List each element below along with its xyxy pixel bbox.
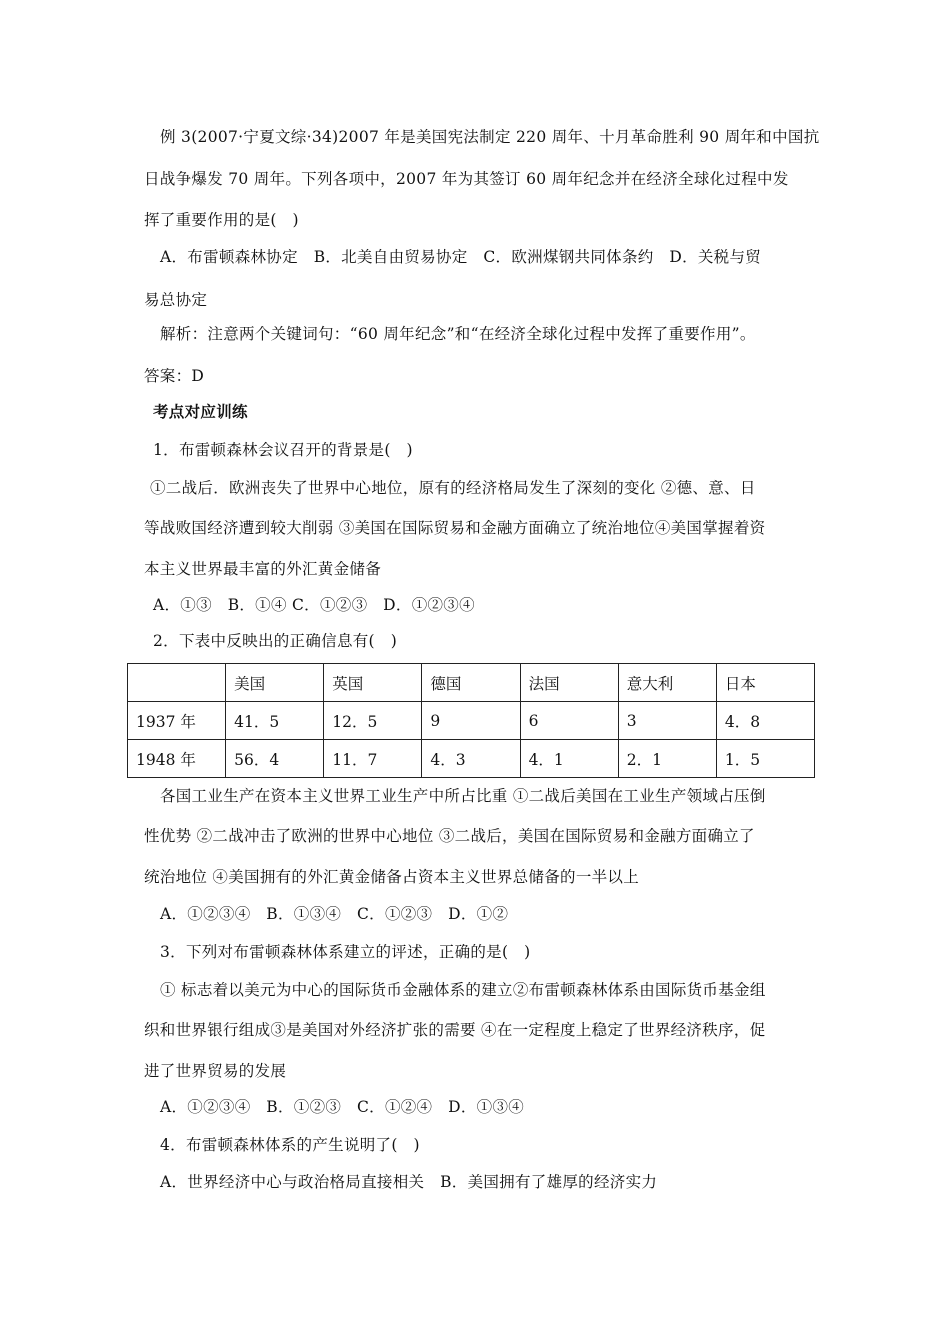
q2-line-2: 性优势 ②二战冲击了欧洲的世界中心地位 ③二战后，美国在国际贸易和金融方面确立了 (144, 827, 755, 845)
table-cell: 1．5 (716, 740, 814, 778)
q3-line-3: 进了世界贸易的发展 (144, 1062, 287, 1080)
table-cell: 11．7 (324, 740, 422, 778)
q1-line-3: 本主义世界最丰富的外汇黄金储备 (144, 560, 382, 578)
table-header-cell: 美国 (226, 664, 324, 702)
q3-line-1: ① 标志着以美元为中心的国际货币金融体系的建立②布雷顿森林体系由国际货币基金组 (160, 981, 766, 999)
example-line-3: 挥了重要作用的是( ) (144, 211, 299, 229)
table-header-cell: 法国 (520, 664, 618, 702)
table-cell: 9 (422, 702, 520, 740)
table-cell: 4．1 (520, 740, 618, 778)
table-cell: 56．4 (226, 740, 324, 778)
q4-stem: 4．布雷顿森林体系的产生说明了( ) (160, 1136, 420, 1154)
table-cell: 1937 年 (128, 702, 226, 740)
table-cell: 6 (520, 702, 618, 740)
table-header-cell (128, 664, 226, 702)
q1-line-2: 等战败国经济遭到较大削弱 ③美国在国际贸易和金融方面确立了统治地位④美国掌握着资 (144, 519, 766, 537)
example-line-2: 日战争爆发 70 周年。下列各项中，2007 年为其签订 60 周年纪念并在经济全球化过程中发 (144, 170, 789, 188)
table-row (128, 740, 815, 778)
q3-options: A．①②③④ B．①②③ C．①②④ D．①③④ (160, 1098, 525, 1116)
q2-options: A．①②③④ B．①③④ C．①②③ D．①② (160, 905, 509, 923)
table-cell: 4．8 (716, 702, 814, 740)
q3-stem: 3．下列对布雷顿森林体系建立的评述，正确的是( ) (160, 943, 531, 961)
q2-line-1: 各国工业生产在资本主义世界工业生产中所占比重 ①二战后美国在工业生产领域占压倒 (160, 787, 766, 805)
q1-options: A．①③ B．①④ C．①②③ D．①②③④ (153, 596, 475, 614)
q1-line-1: ①二战后．欧洲丧失了世界中心地位，原有的经济格局发生了深刻的变化 ②德、意、日 (150, 479, 756, 497)
example-options-line-1: A．布雷顿森林协定 B．北美自由贸易协定 C．欧洲煤钢共同体条约 D．关税与贸 (160, 248, 762, 266)
section-title: 考点对应训练 (153, 402, 248, 421)
table-header-cell: 意大利 (618, 664, 716, 702)
q2-line-3: 统治地位 ④美国拥有的外汇黄金储备占资本主义世界总储备的一半以上 (144, 868, 640, 886)
example-analysis: 解析：注意两个关键词句：“60 周年纪念”和“在经济全球化过程中发挥了重要作用”。 (160, 325, 756, 343)
table-cell: 41．5 (226, 702, 324, 740)
q2-stem: 2．下表中反映出的正确信息有( ) (153, 632, 398, 650)
table-header-cell: 德国 (422, 664, 520, 702)
q4-options: A．世界经济中心与政治格局直接相关 B．美国拥有了雄厚的经济实力 (160, 1173, 658, 1191)
table-cell: 4．3 (422, 740, 520, 778)
table-row (128, 702, 815, 740)
table-header-cell: 英国 (324, 664, 422, 702)
table-cell: 12．5 (324, 702, 422, 740)
industrial-share-table (127, 663, 815, 778)
example-line-1: 例 3(2007·宁夏文综·34)2007 年是美国宪法制定 220 周年、十月革命胜利 90 周年和中国抗 (160, 128, 820, 146)
table-cell: 3 (618, 702, 716, 740)
table-header-row (128, 664, 815, 702)
table-cell: 1948 年 (128, 740, 226, 778)
example-answer: 答案：D (144, 367, 205, 385)
q1-stem: 1．布雷顿森林会议召开的背景是( ) (153, 441, 413, 459)
table-header-cell: 日本 (716, 664, 814, 702)
table-cell: 2．1 (618, 740, 716, 778)
q3-line-2: 织和世界银行组成③是美国对外经济扩张的需要 ④在一定程度上稳定了世界经济秩序，促 (144, 1021, 766, 1039)
example-options-line-2: 易总协定 (144, 291, 208, 309)
